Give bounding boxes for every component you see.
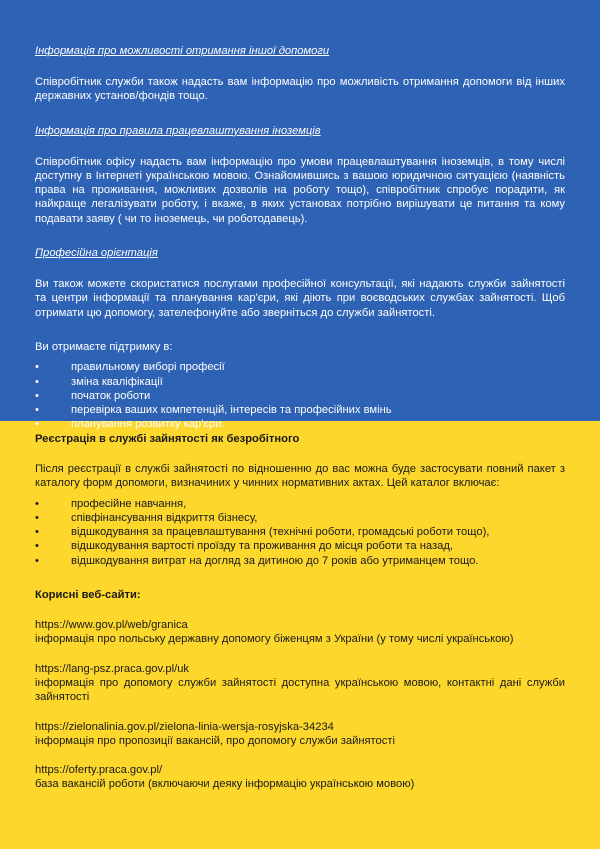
section-title: Професійна орієнтація <box>35 247 158 260</box>
catalog-list <box>35 497 565 568</box>
website-description: інформація про допомогу служби зайнятості доступна українською мовою, контактні дані служби зайнятості <box>35 676 565 704</box>
section-career-guidance <box>35 246 565 320</box>
website-entry <box>35 720 565 749</box>
list-item: • відшкодування вартості проїзду та проживання до місця роботи та назад, <box>35 539 565 553</box>
websites-heading: Корисні веб-сайти: <box>35 589 141 602</box>
support-list <box>35 360 565 431</box>
list-item: • професійне навчання, <box>35 497 565 511</box>
section-other-help <box>35 44 565 104</box>
website-link[interactable]: https://oferty.praca.gov.pl/ <box>35 764 163 777</box>
list-item: • відшкодування витрат на догляд за дитиною до 7 років або утриманцем тощо. <box>35 554 565 568</box>
list-item: • планування розвитку кар'єри. <box>35 417 565 431</box>
list-item: • перевірка ваших компетенцій, інтересів та професійних вмінь <box>35 403 565 417</box>
list-item: • правильному виборі професії <box>35 360 565 374</box>
section-text: Співробітник офісу надасть вам інформацію про умови працевлаштування іноземців, в тому числі доступну в Інтернеті українською мовою. Ознайомившись з вашою юридичною ситуацією (наявність права на проживання, можливих дозволів на роботу тощо), співробітник спробує порадити, як найкраще легалізувати роботу, і вкаже, в яких установах потрібно вирішувати це питання та кому подавати заяву ( чи то іноземець, чи роботодавець). <box>35 155 565 225</box>
website-link[interactable]: https://zielonalinia.gov.pl/zielona-linia-wersja-rosyjska-34234 <box>35 720 334 733</box>
website-description: інформація про пропозиції вакансій, про допомогу служби зайнятості <box>35 734 395 747</box>
section-text: Ви також можете скористатися послугами професійної консультації, які надають служби зайнятості та центри інформації та планування кар'єри, які діють при воєводських службах зайнятості. Щоб отримати цю допомогу, зателефонуйте або зверніться до служби зайнятості. <box>35 278 565 319</box>
list-item: • зміна кваліфікації <box>35 375 565 389</box>
registration-heading: Реєстрація в службі зайнятості як безробітного <box>35 433 300 445</box>
yellow-section <box>0 421 600 849</box>
section-title: Інформація про правила працевлаштування іноземців <box>35 124 321 137</box>
support-intro: Ви отримаєте підтримку в: <box>35 340 173 353</box>
list-item: • початок роботи <box>35 389 565 403</box>
website-description: інформація про польську державну допомогу біженцям з України (у тому числі українською) <box>35 633 514 646</box>
website-link[interactable]: https://www.gov.pl/web/granica <box>35 619 188 632</box>
section-text: Співробітник служби також надасть вам інформацію про можливість отримання допомоги від інших державних установ/фондів тощо. <box>35 76 565 103</box>
website-description: база вакансій роботи (включаючи деяку інформацію українською мовою) <box>35 778 415 791</box>
website-link[interactable]: https://lang-psz.praca.gov.pl/uk <box>35 662 190 675</box>
list-item: • співфінансування відкриття бізнесу, <box>35 511 565 525</box>
website-entry <box>35 618 565 647</box>
website-entry <box>35 763 565 792</box>
section-employment-rules <box>35 124 565 226</box>
list-item: • відшкодування за працевлаштування (технічні роботи, громадські роботи тощо), <box>35 525 565 539</box>
registration-text: Після реєстрації в службі зайнятості по відношенню до вас можна буде застосувати повний пакет з каталогу форм допомоги, визначиних у чинних нормативних актах. Цей каталог включає: <box>35 463 565 490</box>
section-title: Інформація про можливості отримання іншої допомоги <box>35 45 330 57</box>
website-entry <box>35 662 565 705</box>
